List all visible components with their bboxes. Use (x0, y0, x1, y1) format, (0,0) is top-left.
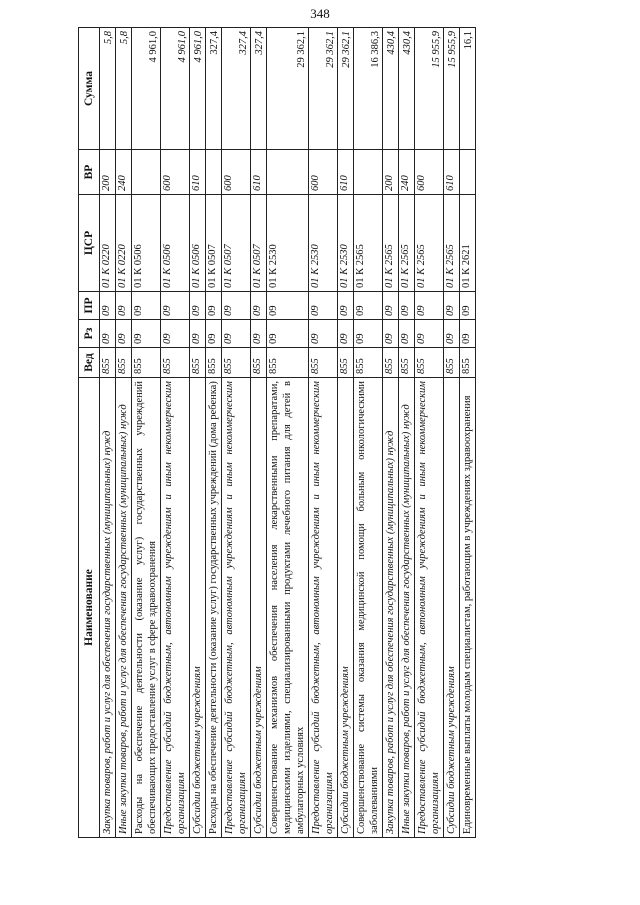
cell-vr: 610 (251, 150, 267, 195)
table-row (267, 28, 309, 838)
cell-ved: 855 (161, 348, 190, 378)
table-header-row (79, 28, 100, 838)
header-pr: ПР (79, 292, 100, 320)
cell-csr: 01 К 0220 (100, 195, 116, 292)
table-row (206, 28, 222, 838)
cell-ved: 855 (354, 348, 383, 378)
cell-pr: 09 (190, 292, 206, 320)
table-row (415, 28, 444, 838)
table-row (100, 28, 116, 838)
table-row (190, 28, 206, 838)
cell-sum: 16,1 (460, 28, 476, 150)
cell-name: Расходы на обеспечение деятельности (оказание услуг) государственных учреждений (дома ребенка) (206, 378, 222, 838)
cell-pr: 09 (251, 292, 267, 320)
cell-ved: 855 (267, 348, 309, 378)
table-row (338, 28, 354, 838)
cell-ved: 855 (338, 348, 354, 378)
header-name: Наименование (79, 378, 100, 838)
cell-csr: 01 К 0506 (132, 195, 161, 292)
header-csr: ЦСР (79, 195, 100, 292)
cell-ved: 855 (251, 348, 267, 378)
cell-rz: 09 (222, 320, 251, 348)
cell-vr (267, 150, 309, 195)
header-ved: Вед (79, 348, 100, 378)
cell-name: Совершенствование системы оказания медицинской помощи больным онкологическими заболеваниями (354, 378, 383, 838)
cell-pr: 09 (354, 292, 383, 320)
cell-csr: 01 К 2565 (399, 195, 415, 292)
cell-rz: 09 (206, 320, 222, 348)
cell-csr: 01 К 2530 (309, 195, 338, 292)
cell-vr: 610 (338, 150, 354, 195)
cell-vr (354, 150, 383, 195)
cell-sum: 5,8 (116, 28, 132, 150)
cell-rz: 09 (116, 320, 132, 348)
cell-pr: 09 (206, 292, 222, 320)
cell-vr: 240 (399, 150, 415, 195)
cell-sum: 327,4 (206, 28, 222, 150)
cell-ved: 855 (100, 348, 116, 378)
cell-ved: 855 (190, 348, 206, 378)
cell-name: Субсидии бюджетным учреждениям (444, 378, 460, 838)
cell-csr: 01 К 0507 (251, 195, 267, 292)
cell-vr: 200 (100, 150, 116, 195)
cell-pr: 09 (338, 292, 354, 320)
cell-sum: 4 961,0 (132, 28, 161, 150)
budget-table (78, 27, 476, 838)
cell-vr: 600 (309, 150, 338, 195)
table-row (309, 28, 338, 838)
cell-csr: 01 К 2565 (354, 195, 383, 292)
cell-name: Предоставление субсидий бюджетным, автономным учреждениям и иным некоммерческим организациям (309, 378, 338, 838)
cell-sum: 327,4 (222, 28, 251, 150)
cell-csr: 01 К 2565 (383, 195, 399, 292)
table-row (460, 28, 476, 838)
header-vr: ВР (79, 150, 100, 195)
cell-pr: 09 (222, 292, 251, 320)
page-number: 348 (310, 6, 330, 21)
cell-sum: 15 955,9 (444, 28, 460, 150)
cell-pr: 09 (399, 292, 415, 320)
cell-vr: 240 (116, 150, 132, 195)
cell-pr: 09 (161, 292, 190, 320)
rotated-table-container (78, 28, 554, 838)
cell-ved: 855 (415, 348, 444, 378)
cell-name: Расходы на обеспечение деятельности (оказание услуг) государственных учреждений обеспечивающих предоставление услуг в сфере здравоохранения (132, 378, 161, 838)
cell-sum: 29 362,1 (338, 28, 354, 150)
cell-rz: 09 (309, 320, 338, 348)
cell-vr: 200 (383, 150, 399, 195)
table-body (100, 28, 476, 838)
cell-name: Субсидии бюджетным учреждениям (251, 378, 267, 838)
cell-pr: 09 (309, 292, 338, 320)
cell-ved: 855 (116, 348, 132, 378)
header-sum: Сумма (79, 28, 100, 150)
cell-sum: 4 961,0 (190, 28, 206, 150)
cell-vr: 600 (415, 150, 444, 195)
cell-name: Предоставление субсидий бюджетным, автономным учреждениям и иным некоммерческим организациям (161, 378, 190, 838)
cell-rz: 09 (267, 320, 309, 348)
cell-rz: 09 (399, 320, 415, 348)
cell-sum: 15 955,9 (415, 28, 444, 150)
cell-ved: 855 (132, 348, 161, 378)
header-rz: Рз (79, 320, 100, 348)
cell-sum: 29 362,1 (267, 28, 309, 150)
cell-rz: 09 (190, 320, 206, 348)
cell-rz: 09 (251, 320, 267, 348)
cell-sum: 29 362,1 (309, 28, 338, 150)
cell-csr: 01 К 2565 (415, 195, 444, 292)
cell-rz: 09 (383, 320, 399, 348)
cell-sum: 4 961,0 (161, 28, 190, 150)
cell-rz: 09 (415, 320, 444, 348)
cell-csr: 01 К 2621 (460, 195, 476, 292)
cell-vr (132, 150, 161, 195)
cell-rz: 09 (460, 320, 476, 348)
cell-pr: 09 (100, 292, 116, 320)
table-row (116, 28, 132, 838)
cell-pr: 09 (267, 292, 309, 320)
table-row (222, 28, 251, 838)
cell-pr: 09 (132, 292, 161, 320)
cell-csr: 01 К 0507 (222, 195, 251, 292)
cell-csr: 01 К 2530 (267, 195, 309, 292)
cell-pr: 09 (383, 292, 399, 320)
cell-sum: 327,4 (251, 28, 267, 150)
cell-ved: 855 (444, 348, 460, 378)
cell-ved: 855 (309, 348, 338, 378)
cell-ved: 855 (222, 348, 251, 378)
table-row (399, 28, 415, 838)
cell-name: Закупка товаров, работ и услуг для обеспечения государственных (муниципальных) нужд (383, 378, 399, 838)
cell-vr: 610 (444, 150, 460, 195)
cell-name: Предоставление субсидий бюджетным, автономным учреждениям и иным некоммерческим организациям (415, 378, 444, 838)
cell-pr: 09 (444, 292, 460, 320)
table-row (383, 28, 399, 838)
cell-csr: 01 К 0506 (161, 195, 190, 292)
cell-csr: 01 К 2530 (338, 195, 354, 292)
cell-sum: 430,4 (399, 28, 415, 150)
cell-name: Иные закупки товаров, работ и услуг для обеспечения государственных (муниципальных) нужд (116, 378, 132, 838)
cell-rz: 09 (100, 320, 116, 348)
cell-pr: 09 (415, 292, 444, 320)
cell-rz: 09 (354, 320, 383, 348)
table-row (251, 28, 267, 838)
cell-pr: 09 (116, 292, 132, 320)
table-row (354, 28, 383, 838)
cell-vr: 610 (190, 150, 206, 195)
cell-ved: 855 (383, 348, 399, 378)
cell-name: Субсидии бюджетным учреждениям (190, 378, 206, 838)
cell-name: Субсидии бюджетным учреждениям (338, 378, 354, 838)
cell-vr: 600 (161, 150, 190, 195)
cell-vr (206, 150, 222, 195)
cell-sum: 5,8 (100, 28, 116, 150)
table-row (161, 28, 190, 838)
cell-vr (460, 150, 476, 195)
cell-name: Единовременные выплаты молодым специалистам, работающим в учреждениях здравоохранения (460, 378, 476, 838)
cell-rz: 09 (161, 320, 190, 348)
cell-csr: 01 К 2565 (444, 195, 460, 292)
cell-rz: 09 (338, 320, 354, 348)
cell-rz: 09 (132, 320, 161, 348)
cell-ved: 855 (399, 348, 415, 378)
cell-ved: 855 (206, 348, 222, 378)
cell-sum: 430,4 (383, 28, 399, 150)
cell-rz: 09 (444, 320, 460, 348)
cell-ved: 855 (460, 348, 476, 378)
cell-vr: 600 (222, 150, 251, 195)
cell-pr: 09 (460, 292, 476, 320)
cell-csr: 01 К 0220 (116, 195, 132, 292)
cell-name: Закупка товаров, работ и услуг для обеспечения государственных (муниципальных) нужд (100, 378, 116, 838)
table-row (132, 28, 161, 838)
cell-name: Предоставление субсидий бюджетным, автономным учреждениям и иным некоммерческим организациям (222, 378, 251, 838)
cell-csr: 01 К 0507 (206, 195, 222, 292)
cell-name: Иные закупки товаров, работ и услуг для обеспечения государственных (муниципальных) нужд (399, 378, 415, 838)
cell-sum: 16 386,3 (354, 28, 383, 150)
cell-name: Совершенствование механизмов обеспечения населения лекарственными препаратами, медицинскими изделиями, специализированными продуктами лечебного питания для детей в амбулаторных условиях (267, 378, 309, 838)
cell-csr: 01 К 0506 (190, 195, 206, 292)
table-row (444, 28, 460, 838)
